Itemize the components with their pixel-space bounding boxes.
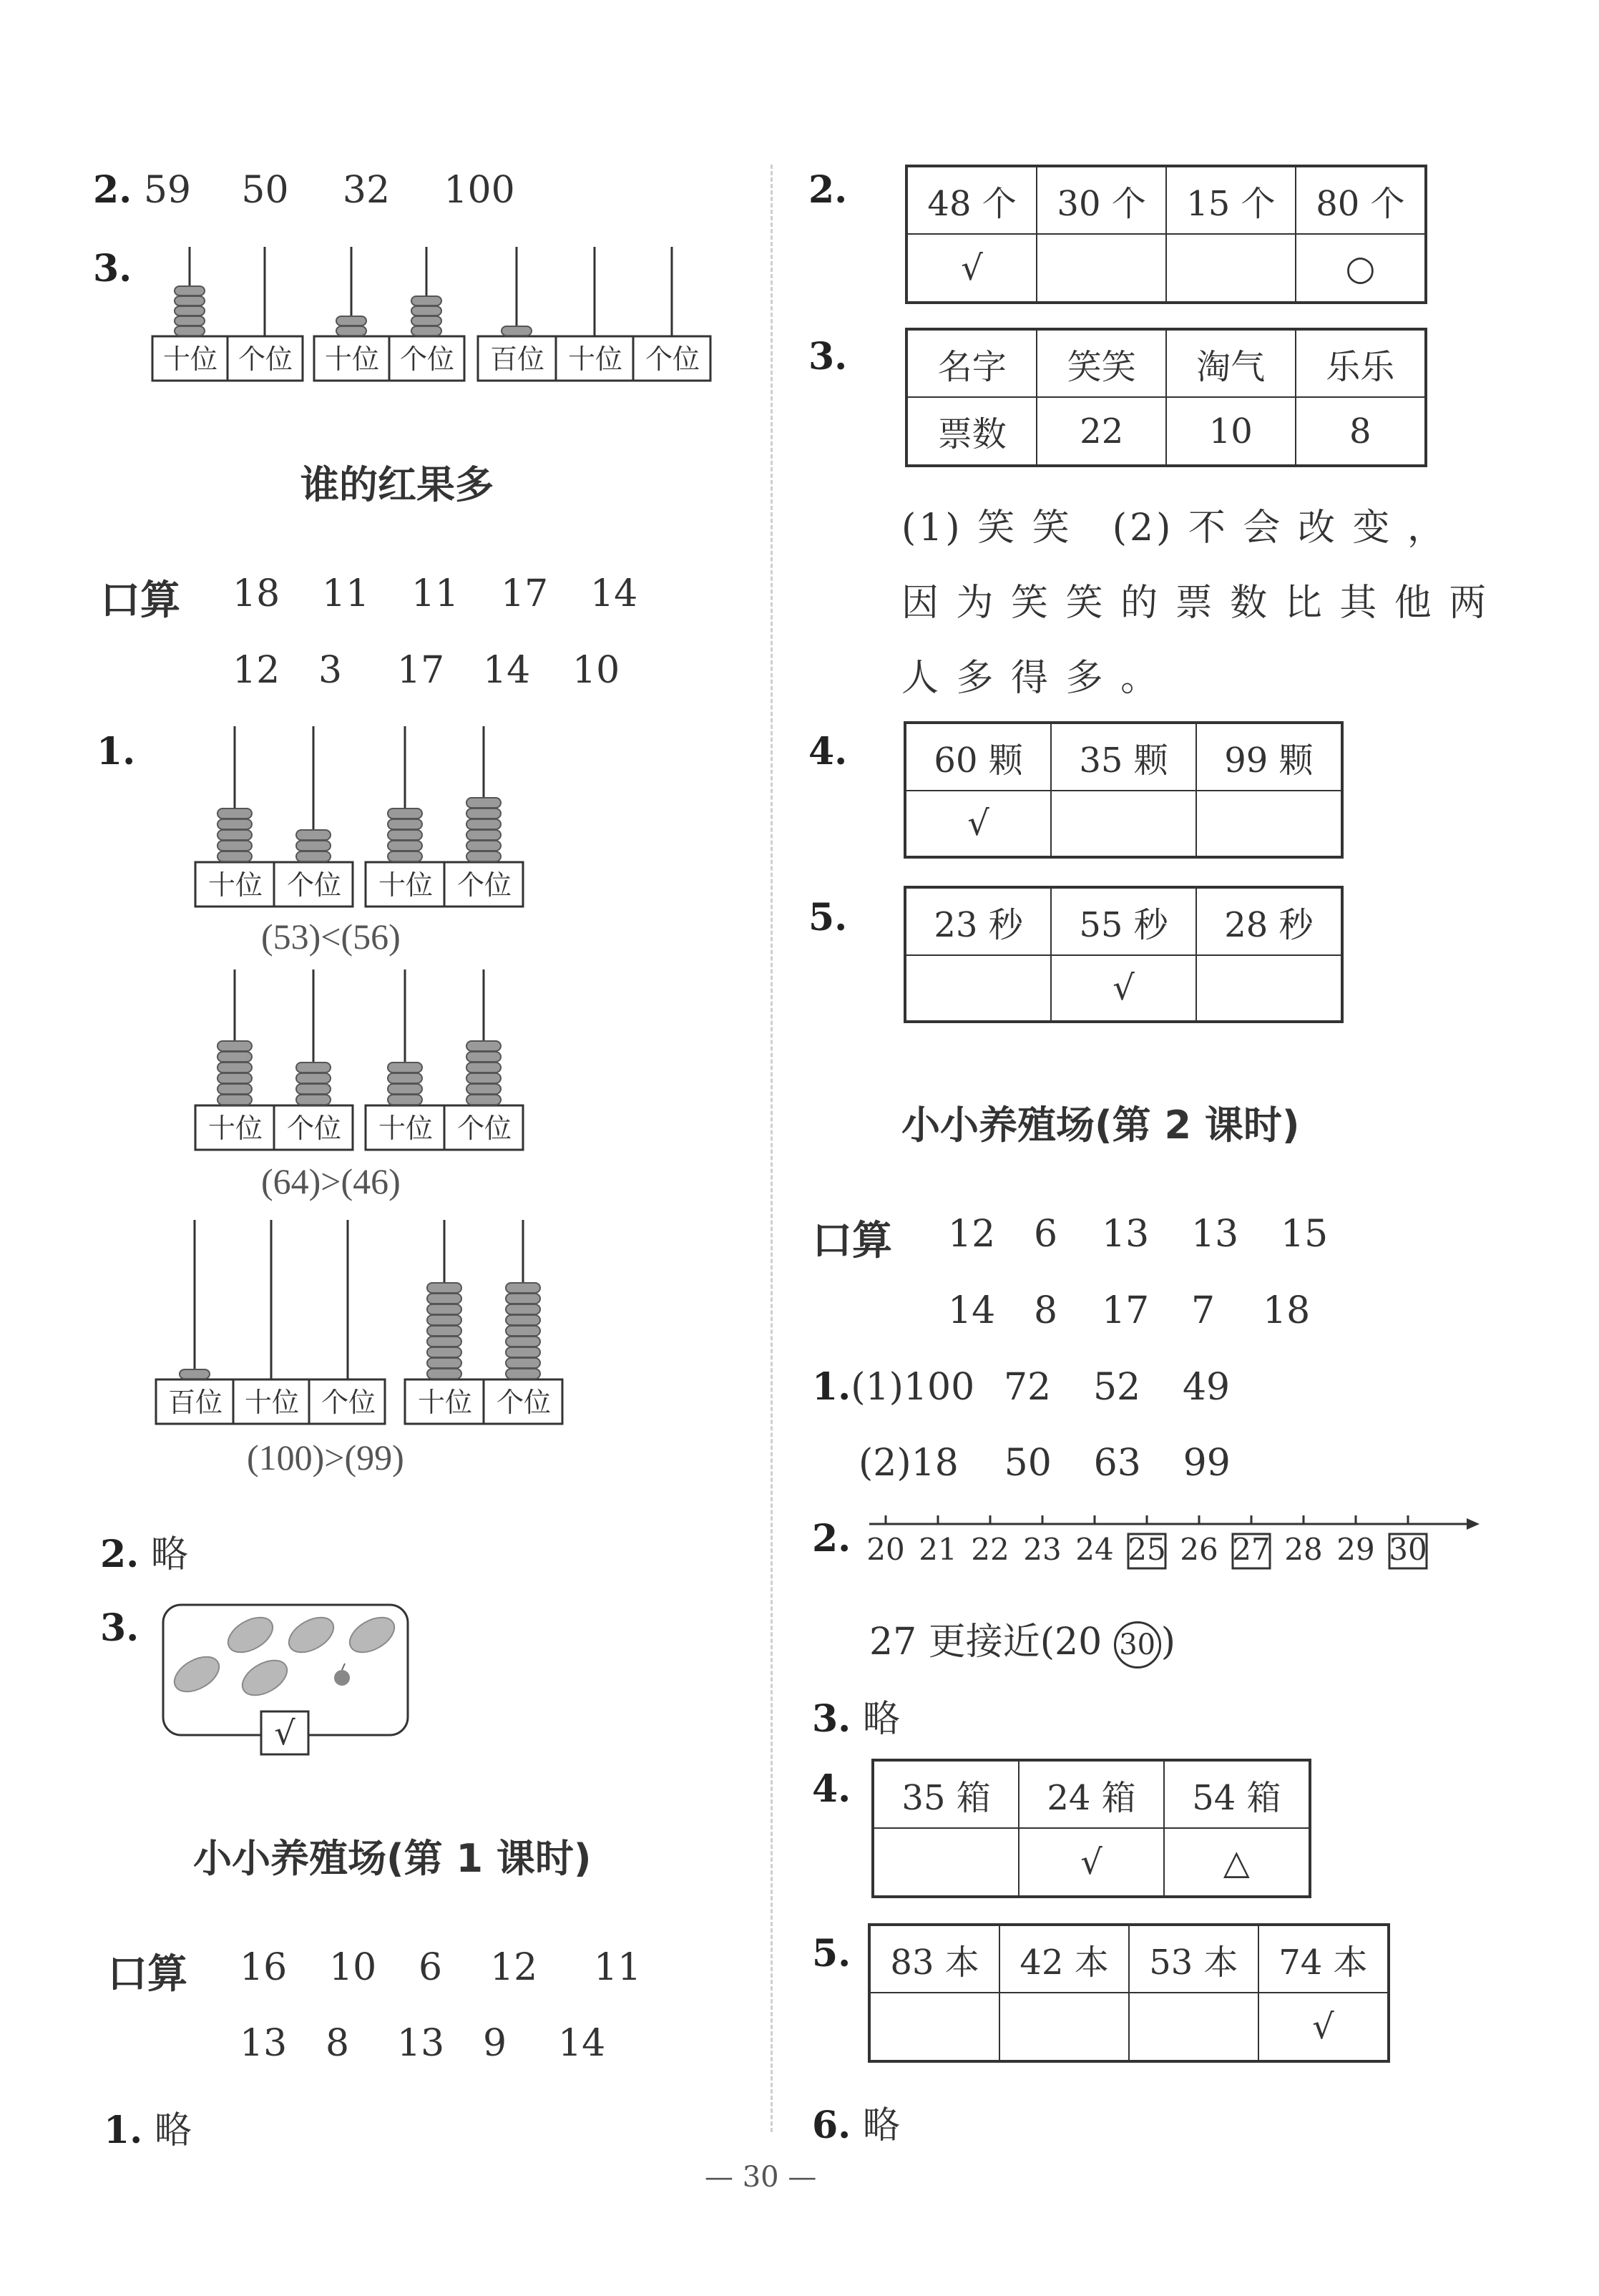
abacus-right	[366, 969, 523, 1150]
left-q2-row	[93, 168, 515, 212]
fruit-picture	[157, 1599, 415, 1760]
value: 17	[501, 572, 549, 615]
answer-suffix: )	[1160, 1621, 1175, 1664]
r-q1-part1	[812, 1365, 1230, 1409]
q3-answer-line-3: 人 多 得 多 。	[901, 657, 1161, 700]
q-label: 5.	[808, 896, 848, 939]
abacus-bead	[506, 1315, 540, 1325]
table-cell: 60 颗	[905, 723, 1051, 791]
value: 17	[397, 649, 445, 692]
place-label-ones: 个位	[456, 869, 512, 901]
value: 14	[483, 649, 531, 692]
place-label-ones: 个位	[286, 869, 342, 901]
abacus-bead	[427, 1358, 461, 1368]
table-cell: 28 秒	[1196, 887, 1342, 955]
value: 14	[558, 2022, 606, 2065]
place-label-ones: 个位	[456, 1113, 512, 1144]
value: 12	[948, 1213, 996, 1256]
q-label: 4.	[812, 1767, 851, 1811]
abacus-bead	[336, 316, 366, 326]
q-label: 2.	[100, 1533, 140, 1576]
leaf-icon	[169, 1650, 225, 1699]
value: 12	[233, 649, 280, 692]
r-q3b-answer	[812, 1689, 900, 1742]
table-cell	[869, 1993, 999, 2061]
left-q2-answer	[100, 1524, 188, 1578]
q-label: 3.	[808, 335, 848, 378]
answer-text: 略	[862, 2104, 900, 2147]
tick-label: 28	[1284, 1532, 1323, 1567]
table-cell: √	[1258, 1993, 1389, 2061]
abacus-bead	[427, 1315, 461, 1325]
abacus-bead	[217, 1095, 252, 1105]
table-r-q3	[905, 328, 1427, 467]
q-label: 5.	[812, 1932, 851, 1975]
abacus-bead	[427, 1347, 461, 1357]
page-number: — 30 —	[705, 2161, 817, 2194]
abacus-bead	[506, 1304, 540, 1314]
compare-3: (100)>(99)	[247, 1437, 404, 1477]
abacus-bead	[175, 316, 205, 326]
table-cell: 83 本	[869, 1925, 999, 1993]
abacus-bead	[427, 1283, 461, 1293]
table-cell: 22	[1037, 397, 1166, 466]
abacus-bead	[217, 851, 252, 861]
abacus-bead	[466, 1084, 501, 1094]
number-line	[866, 1503, 1481, 1574]
section-title-farm-1: 小小养殖场(第 1 课时)	[193, 1836, 592, 1881]
table-cell: 74 本	[1258, 1925, 1389, 1993]
table-r-q5	[904, 886, 1344, 1023]
table-cell: 淘气	[1166, 329, 1296, 397]
abacus-bead	[466, 841, 501, 851]
table-cell	[1051, 791, 1196, 857]
kousuan-row-1	[233, 572, 637, 615]
table-cell: 23 秒	[905, 887, 1051, 955]
table-cell: 8	[1296, 397, 1426, 466]
value: 59	[143, 169, 191, 212]
place-label-tens: 十位	[567, 343, 623, 375]
r-q6-answer	[812, 2095, 900, 2149]
table-r-q2	[905, 165, 1427, 304]
abacus-bead	[217, 1062, 252, 1073]
table-r-q5b	[868, 1923, 1390, 2063]
table-cell: 10	[1166, 397, 1296, 466]
compare-1: (53)<(56)	[261, 917, 401, 957]
abacus-bead	[466, 1095, 501, 1105]
abacus-bead	[466, 1041, 501, 1051]
abacus-bead	[411, 316, 441, 326]
table-r-q4	[904, 721, 1344, 859]
table-cell: 80 个	[1296, 166, 1426, 234]
table-cell	[1129, 1993, 1258, 2061]
abacus-bead	[427, 1304, 461, 1314]
abacus-bead	[506, 1294, 540, 1304]
r-q1-part2	[859, 1442, 1231, 1485]
abacus-bead	[296, 841, 331, 851]
value: 50	[1004, 1442, 1052, 1485]
value: 13	[240, 2022, 288, 2065]
place-label-ones: 个位	[321, 1387, 376, 1418]
value: 8	[1034, 1289, 1058, 1332]
q-label: 2.	[812, 1517, 851, 1560]
abacus-bead	[180, 1369, 210, 1379]
abacus-bead	[217, 1052, 252, 1062]
abacus-bead	[388, 809, 422, 819]
red-fruit-icon	[334, 1670, 350, 1686]
value: 13	[1191, 1213, 1239, 1256]
table-cell: 42 本	[999, 1925, 1129, 1993]
table-cell: 35 箱	[873, 1760, 1019, 1828]
value: 18	[911, 1442, 959, 1485]
value: 99	[1183, 1442, 1231, 1485]
abacus-bead	[506, 1358, 540, 1368]
q-label: 3.	[93, 247, 132, 290]
q-label: 6.	[812, 2104, 851, 2147]
abacus-bead	[296, 1062, 331, 1073]
abacus-bead	[175, 326, 205, 336]
q-label: 2.	[93, 168, 132, 212]
tick-label: 25	[1128, 1532, 1166, 1567]
answer-text: 略	[150, 1533, 188, 1576]
table-cell: 48 个	[906, 166, 1037, 234]
table-cell: 55 秒	[1051, 887, 1196, 955]
circled-answer: 30	[1114, 1621, 1161, 1669]
abacus-bead	[388, 1062, 422, 1073]
kousuan-label: 口算	[107, 1951, 187, 1998]
abacus-bead	[506, 1337, 540, 1347]
table-cell: 24 箱	[1019, 1760, 1164, 1828]
table-cell: 30 个	[1037, 166, 1166, 234]
value: 6	[1034, 1213, 1058, 1256]
abacus-c	[478, 247, 710, 381]
place-label-tens: 十位	[417, 1387, 473, 1418]
table-cell	[873, 1828, 1019, 1897]
compare-2: (64)>(46)	[261, 1161, 401, 1201]
tick-label: 21	[919, 1532, 957, 1567]
place-label-tens: 十位	[378, 869, 434, 901]
part-label: (2)	[859, 1442, 911, 1485]
q-label: 1.	[104, 2109, 143, 2152]
table-cell: △	[1164, 1828, 1310, 1897]
value: 13	[1102, 1213, 1150, 1256]
abacus-bead	[466, 809, 501, 819]
abacus-row-q3	[150, 240, 723, 390]
table-cell: √	[1051, 955, 1196, 1022]
tick-label: 27	[1232, 1532, 1271, 1567]
value: 18	[233, 572, 280, 615]
abacus-bead	[336, 326, 366, 336]
value: 3	[318, 649, 343, 692]
table-cell: 99 颗	[1196, 723, 1342, 791]
abacus-bead	[388, 851, 422, 861]
abacus-bead	[388, 1073, 422, 1083]
abacus-bead	[466, 1052, 501, 1062]
abacus-bead	[427, 1326, 461, 1336]
table-cell: √	[906, 234, 1037, 303]
abacus-bead	[506, 1283, 540, 1293]
abacus-bead	[175, 296, 205, 306]
tick-label: 30	[1389, 1532, 1427, 1567]
abacus-bead	[506, 1369, 540, 1379]
abacus-bead	[427, 1369, 461, 1379]
place-label-tens: 十位	[324, 343, 380, 375]
kousuan-row-2	[948, 1289, 1310, 1332]
kousuan-row-2	[240, 2022, 605, 2065]
value: 15	[1281, 1213, 1329, 1256]
table-cell	[1196, 791, 1342, 857]
abacus-bead	[175, 286, 205, 295]
section-title-red-fruit: 谁的红果多	[300, 462, 494, 507]
place-label-ones: 个位	[238, 343, 293, 375]
abacus-left	[195, 726, 353, 907]
abacus-bead	[466, 798, 501, 808]
q-label: 2.	[808, 168, 848, 212]
abacus-bead	[506, 1326, 540, 1336]
value: 6	[419, 1946, 443, 1989]
abacus-bead	[217, 1084, 252, 1094]
abacus-bead	[388, 841, 422, 851]
abacus-bead	[466, 830, 501, 840]
abacus-b	[314, 247, 464, 381]
abacus-group-3	[154, 1209, 576, 1431]
value: 100	[903, 1366, 975, 1409]
abacus-group-2	[193, 966, 537, 1152]
place-label-ones: 个位	[496, 1387, 552, 1418]
table-cell	[999, 1993, 1129, 2061]
abacus-bead	[466, 851, 501, 861]
q-label: 1.	[97, 730, 136, 773]
abacus-bead	[175, 306, 205, 316]
q-label: 1.	[812, 1365, 851, 1409]
abacus-bead	[217, 819, 252, 829]
value: 11	[411, 572, 459, 615]
table-cell: 35 颗	[1051, 723, 1196, 791]
abacus-bead	[296, 1095, 331, 1105]
abacus-bead	[217, 1073, 252, 1083]
abacus-bead	[466, 1073, 501, 1083]
abacus-bead	[506, 1347, 540, 1357]
place-label-hundreds: 百位	[167, 1387, 223, 1418]
abacus-a	[152, 247, 303, 381]
answer-text: 略	[862, 1698, 900, 1741]
value: 14	[948, 1289, 996, 1332]
table-cell: 54 箱	[1164, 1760, 1310, 1828]
q-label: 3.	[100, 1606, 140, 1650]
abacus-bead	[217, 1041, 252, 1051]
abacus-bead	[296, 1084, 331, 1094]
kousuan-row-2	[233, 649, 620, 692]
value: 100	[444, 169, 515, 212]
tick-label: 24	[1075, 1532, 1114, 1567]
value: 63	[1093, 1442, 1141, 1485]
section-title-farm-2: 小小养殖场(第 2 课时)	[901, 1103, 1300, 1148]
place-label-tens: 十位	[162, 343, 218, 375]
abacus-bead	[296, 851, 331, 861]
value: 49	[1182, 1366, 1231, 1409]
abacus-bead	[217, 841, 252, 851]
answer-prefix: 27 更接近(20	[869, 1621, 1102, 1664]
value: 14	[590, 572, 638, 615]
table-cell	[1196, 955, 1342, 1022]
check-mark: √	[274, 1714, 295, 1752]
value: 17	[1102, 1289, 1150, 1332]
abacus-right	[366, 726, 523, 907]
table-cell: 名字	[906, 329, 1037, 397]
value: 7	[1191, 1289, 1216, 1332]
value: 32	[342, 169, 391, 212]
abacus-bead	[502, 326, 532, 336]
table-cell: 53 本	[1129, 1925, 1258, 1993]
q-label: 3.	[812, 1697, 851, 1741]
r-q2b-answer	[869, 1611, 1175, 1669]
value: 11	[322, 572, 370, 615]
q-label: 4.	[808, 730, 848, 773]
leaf-icon	[283, 1611, 340, 1660]
value: 9	[483, 2022, 507, 2065]
table-cell	[905, 955, 1051, 1022]
abacus-right	[405, 1220, 562, 1424]
abacus-bead	[427, 1294, 461, 1304]
abacus-bead	[466, 819, 501, 829]
value: 52	[1092, 1366, 1141, 1409]
table-r-q4b	[871, 1759, 1311, 1898]
value: 16	[240, 1946, 288, 1989]
column-divider	[771, 165, 773, 2132]
table-cell: √	[1019, 1828, 1164, 1897]
place-label-ones: 个位	[399, 343, 455, 375]
part-label: (1)	[851, 1366, 904, 1409]
kousuan-label: 口算	[812, 1218, 892, 1264]
table-cell: √	[905, 791, 1051, 857]
abacus-bead	[411, 306, 441, 316]
abacus-bead	[427, 1337, 461, 1347]
abacus-bead	[388, 1095, 422, 1105]
tick-label: 29	[1336, 1532, 1375, 1567]
place-label-ones: 个位	[645, 343, 700, 375]
answer-text: 略	[154, 2109, 192, 2152]
tick-label: 20	[866, 1532, 905, 1567]
place-label-tens: 十位	[207, 869, 263, 901]
place-label-hundreds: 百位	[489, 343, 545, 375]
abacus-bead	[217, 830, 252, 840]
q3-answer-line-2: 因 为 笑 笑 的 票 数 比 其 他 两	[901, 582, 1490, 625]
leaf-icon	[223, 1611, 279, 1660]
value: 50	[241, 169, 289, 212]
table-cell	[1166, 234, 1296, 303]
kousuan-label: 口算	[100, 577, 180, 624]
abacus-bead	[217, 809, 252, 819]
table-cell: 笑笑	[1037, 329, 1166, 397]
abacus-bead	[388, 819, 422, 829]
abacus-bead	[388, 830, 422, 840]
value: 12	[490, 1946, 538, 1989]
value: 13	[397, 2022, 445, 2065]
table-cell: 票数	[906, 397, 1037, 466]
table-cell: 乐乐	[1296, 329, 1426, 397]
place-label-tens: 十位	[244, 1387, 300, 1418]
value: 10	[329, 1946, 377, 1989]
place-label-ones: 个位	[286, 1113, 342, 1144]
place-label-tens: 十位	[378, 1113, 434, 1144]
abacus-bead	[411, 326, 441, 336]
left-q1b-answer	[104, 2100, 192, 2154]
place-label-tens: 十位	[207, 1113, 263, 1144]
tick-label: 22	[971, 1532, 1009, 1567]
abacus-bead	[411, 296, 441, 306]
value: 18	[1263, 1289, 1311, 1332]
leaf-icon	[237, 1653, 293, 1703]
abacus-bead	[296, 830, 331, 840]
value: 10	[572, 649, 620, 692]
abacus-left	[195, 969, 353, 1150]
tick-label: 26	[1180, 1532, 1218, 1567]
abacus-bead	[466, 1062, 501, 1073]
q3-answer-line-1: (1) 笑 笑 (2) 不 会 改 变 ，	[901, 507, 1448, 549]
leaf-icon	[344, 1611, 401, 1660]
abacus-group-1	[193, 723, 537, 909]
abacus-bead	[296, 1073, 331, 1083]
value: 11	[594, 1946, 642, 1989]
table-cell: 15 个	[1166, 166, 1296, 234]
tick-label: 23	[1023, 1532, 1062, 1567]
value: 8	[326, 2022, 350, 2065]
abacus-bead	[388, 1084, 422, 1094]
kousuan-row-1	[948, 1213, 1328, 1256]
table-cell	[1037, 234, 1166, 303]
table-cell: ○	[1296, 234, 1426, 303]
abacus-left	[156, 1220, 385, 1424]
kousuan-row-1	[240, 1946, 641, 1989]
value: 72	[1003, 1366, 1052, 1409]
